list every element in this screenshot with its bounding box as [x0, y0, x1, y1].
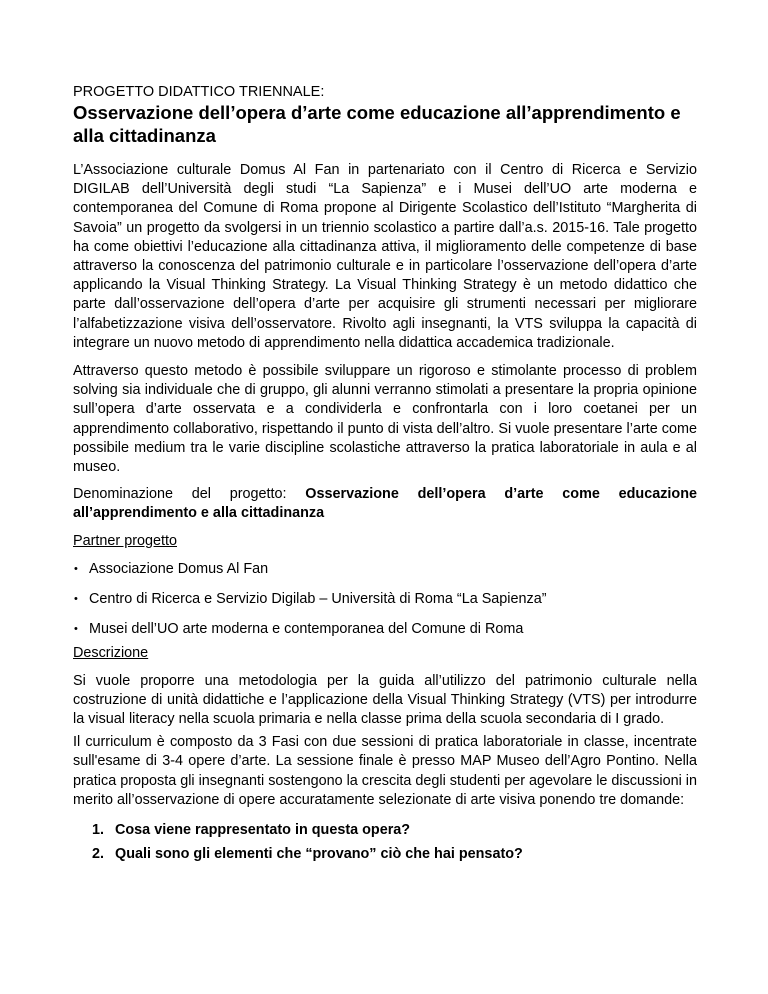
- question-item: [73, 820, 697, 840]
- question-number: 1.: [92, 822, 105, 839]
- questions-list: [73, 820, 697, 864]
- method-paragraph: Attraverso questo metodo è possibile sviluppare un rigoroso e stimolante processo di problem solving sia individuale che di gruppo, gli alunni verranno stimolati a presentare la propria opinione sull’opera d’arte osservata e a condividerla e confrontarla con i loro coetanei per un apprendimento collaborativo, rispettando il punto di vista dell’altro. Si vuole presentare l’arte come possibile medium tra le varie discipline scolastiche attraverso la pratica laboratoriale in aula e al museo.: [73, 363, 697, 476]
- bullet-icon: •: [74, 592, 78, 605]
- bullet-icon: •: [74, 562, 78, 575]
- document-kicker: PROGETTO DIDATTICO TRIENNALE:: [73, 84, 325, 100]
- list-item: • Associazione Domus Al Fan: [74, 560, 269, 577]
- description-heading: Descrizione: [73, 644, 149, 661]
- curriculum-paragraph: Il curriculum è composto da 3 Fasi con due sessioni di pratica laboratoriale in classe, incentrate sull'esame di 3-4 opere d’arte. La sessione finale è presso MAP Museo dell’Agro Pontino. Nella pratica proposta gli insegnanti sostengono la crescita degli studenti per agevolare le discussioni in merito all’osservazione di opere accuratamente selezionate di arte visiva ponendo tre domande:: [73, 734, 697, 808]
- intro-paragraph: L’Associazione culturale Domus Al Fan in partenariato con il Centro di Ricerca e Servizio DIGILAB dell’Università degli studi “La Sapienza” e i Musei dell’UO arte moderna e contemporanea del Comune di Roma propone al Dirigente Scolastico dell’Istituto “Margherita di Savoia” un progetto da svolgersi in un triennio scolastico a partire dall’a.s. 2015-16. Tale progetto ha come obiettivi l’educazione alla cittadinanza attiva, il miglioramento delle competenze di base attraverso la conoscenza del patrimonio culturale e in particolare l’osservazione dell’opera d’arte applicando la Visual Thinking Strategy. La Visual Thinking Strategy è un metodo didattico che parte dall’osservazione dell’opera d’arte per acquisire gli strumenti necessari per migliorare l’alfabetizzazione visiva dell’osservatore. Rivolto agli insegnanti, la VTS sviluppa la capacità di integrare un nuovo metodo di apprendimento nella didattica accademica tradizionale.: [73, 162, 697, 351]
- question-number: 2.: [92, 846, 105, 863]
- denomination-label: Denominazione del progetto:: [73, 486, 306, 503]
- list-item: • Centro di Ricerca e Servizio Digilab – Università di Roma “La Sapienza”: [74, 590, 547, 607]
- description-paragraph: Si vuole proporre una metodologia per la guida all’utilizzo del patrimonio culturale nella costruzione di unità didattiche e l’applicazione della Visual Thinking Strategy (VTS) per introdurre la visual literacy nella scuola primaria e nella classe prima della scuola secondaria di I grado.: [73, 672, 697, 728]
- project-denomination: [73, 485, 697, 523]
- question-item: [73, 844, 697, 864]
- partners-heading: Partner progetto: [73, 532, 177, 549]
- list-item: • Musei dell’UO arte moderna e contemporanea del Comune di Roma: [74, 620, 524, 637]
- question-text: Cosa viene rappresentato in questa opera?: [115, 822, 411, 839]
- bullet-icon: •: [74, 622, 78, 635]
- partners-list: [73, 560, 697, 639]
- question-text: Quali sono gli elementi che “provano” ciò che hai pensato?: [115, 846, 523, 863]
- document-title: Osservazione dell’opera d’arte come educazione all’apprendimento e alla cittadinanza: [73, 102, 681, 146]
- denomination-value: Osservazione dell’opera d’arte come educazione all’apprendimento e alla cittadinanza: [73, 486, 697, 522]
- document-page: [73, 84, 697, 868]
